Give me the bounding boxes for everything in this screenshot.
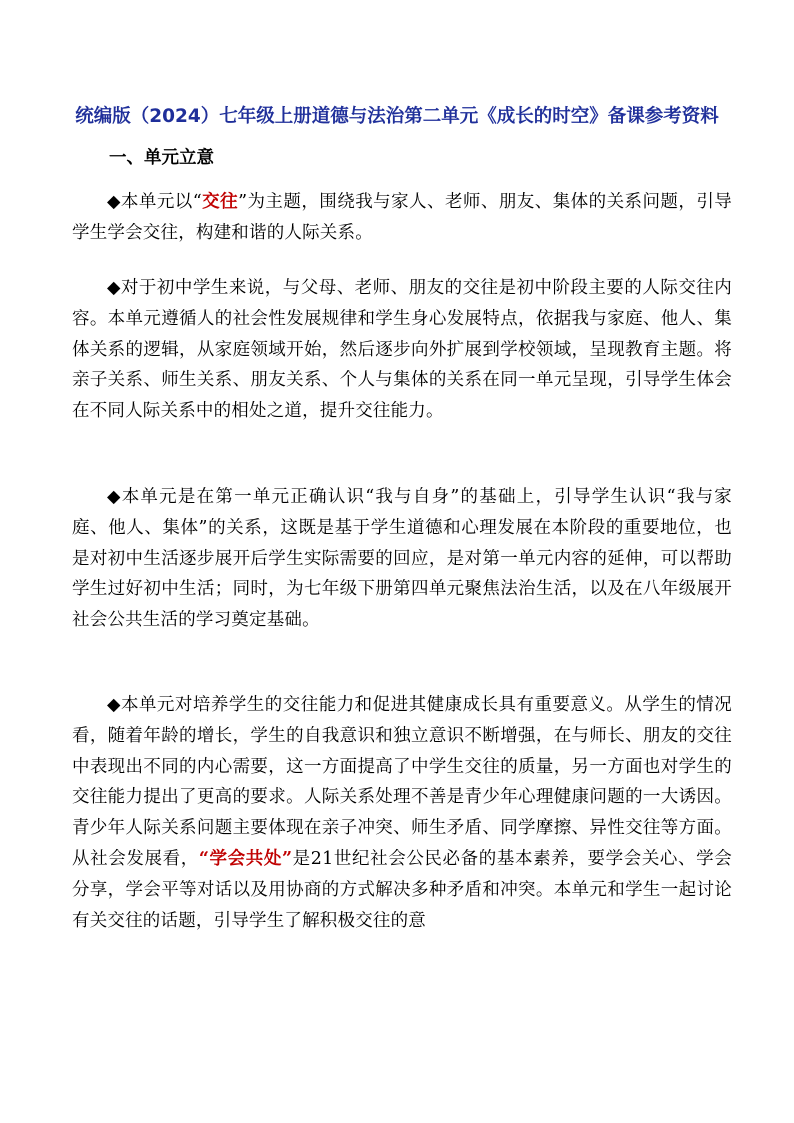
highlight-keyword-xuehuigongchu: “学会共处” xyxy=(198,848,293,869)
paragraph-3: ◆本单元是在第一单元正确认识“我与自身”的基础上，引导学生认识“我与家庭、他人、集体”的关系，这既是基于学生道德和心理发展在本阶段的重要地位，也是对初中生活逐步展开后学生实际需要的回应，是对第一单元内容的延伸，可以帮助学生过好初中生活；同时，为七年级下册第四单元聚焦法治生活，以及在八年级展开社会公共生活的学习奠定基础。 xyxy=(72,487,732,631)
paragraph-4-text-before: ◆本单元对培养学生的交往能力和促进其健康成长具有重要意义。从学生的情况看，随着年龄的增长，学生的自我意识和独立意识不断增强，在与师长、朋友的交往中表现出不同的内心需要，这一方面提高了中学生交往的质量，另一方面也对学生的交往能力提出了更高的要求。人际关系处理不善是青少年心理健康问题的一大诱因。青少年人际关系问题主要体现在亲子冲突、师生矛盾、同学摩擦、异性交往等方面。从社会发展看， xyxy=(72,695,732,869)
document-title: 统编版（2024）七年级上册道德与法治第二单元《成长的时空》备课参考资料 xyxy=(75,106,719,127)
paragraph-1-text-after: ”为主题，围绕我与家人、老师、朋友、集体的关系问题，引导学生学会交往，构建和谐的人际关系。 xyxy=(72,192,733,243)
paragraph-4-text-after: 是21世纪社会公民必备的基本素养，要学会关心、学会分享，学会平等对话以及用协商的方式解决多种矛盾和冲突。本单元和学生一起讨论有关交往的话题，引导学生了解积极交往的意 xyxy=(72,848,732,931)
highlight-keyword-jiaowang: 交往 xyxy=(201,192,239,212)
section-heading: 一、单元立意 xyxy=(109,148,214,168)
paragraph-2: ◆对于初中学生来说，与父母、老师、朋友的交往是初中阶段主要的人际交往内容。本单元遵循人的社会性发展规律和学生身心发展特点，依据我与家庭、他人、集体关系的逻辑，从家庭领域开始，然后逐步向外扩展到学校领域，呈现教育主题。将亲子关系、师生关系、朋友关系、个人与集体的关系在同一单元呈现，引导学生体会在不同人际关系中的相处之道，提升交往能力。 xyxy=(72,278,732,422)
paragraph-1-text-before: ◆本单元以“ xyxy=(107,192,202,212)
paragraph-1 xyxy=(72,187,732,249)
paragraph-4 xyxy=(72,690,732,936)
